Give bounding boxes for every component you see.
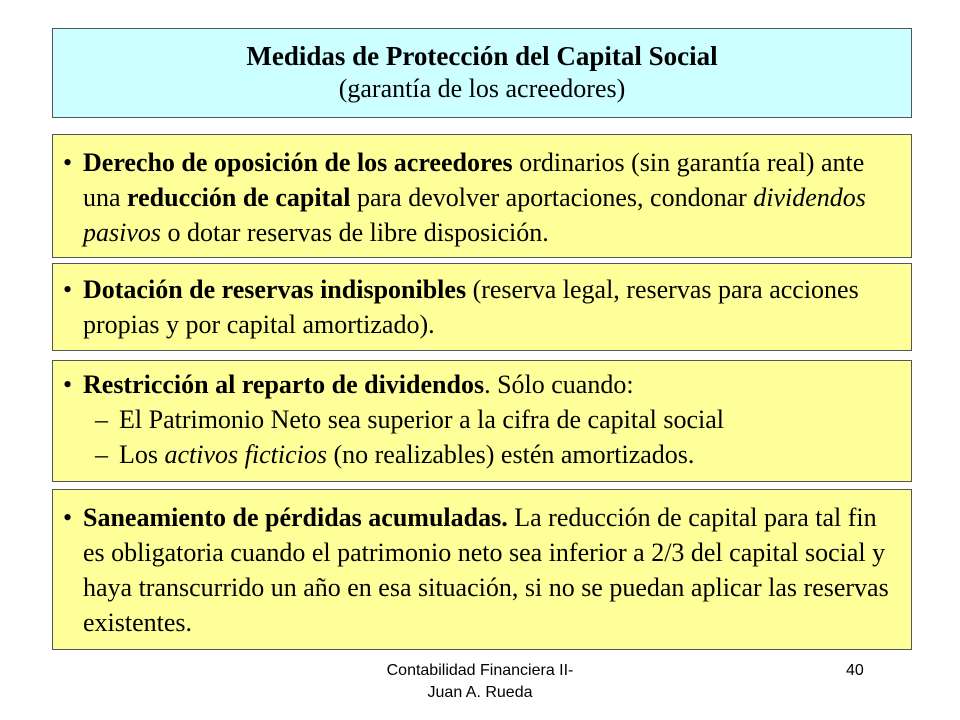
text: El Patrimonio Neto sea superior a la cifra de capital social <box>119 405 724 434</box>
box-restriccion-dividendos <box>52 360 912 482</box>
paragraph <box>57 500 901 640</box>
italic-text: activos ficticios <box>164 440 327 469</box>
paragraph <box>57 145 901 250</box>
text: o dotar reservas de libre disposición. <box>161 218 549 247</box>
dash-icon: – <box>95 440 108 469</box>
bullet-icon: • <box>63 275 73 304</box>
text: ordinarios (sin garantía real) ante una <box>83 148 865 212</box>
bold-text: Saneamiento de pérdidas acumuladas. <box>83 503 508 532</box>
dash-icon: – <box>95 405 108 434</box>
text: Los <box>119 440 165 469</box>
text: La reducción de capital para tal fin es obligatoria cuando el patrimonio neto sea inferior a 2/3 del capital social y haya transcurrido un año en esa situación, si no se puedan aplicar las reservas existentes. <box>83 503 889 637</box>
footer-line: Contabilidad Financiera II- <box>386 662 574 679</box>
box-oposicion-acreedores <box>52 134 912 258</box>
text: (no realizables) estén amortizados. <box>326 440 695 469</box>
bold-text: Restricción al reparto de dividendos <box>83 370 485 399</box>
footer-line: Juan A. Rueda <box>427 684 533 701</box>
box-saneamiento-perdidas <box>52 489 912 650</box>
bullet-icon: • <box>63 148 73 177</box>
text: para devolver aportaciones, condonar <box>350 183 754 212</box>
paragraph <box>57 272 901 342</box>
text: . Sólo cuando: <box>484 370 634 399</box>
sub-item <box>57 402 901 437</box>
footer-credit <box>340 660 620 704</box>
sub-item <box>57 437 901 472</box>
slide-subtitle: (garantía de los acreedores) <box>338 74 626 103</box>
text: (reserva legal, reservas para acciones propias y por capital amortizado). <box>83 275 859 339</box>
bold-text: reducción de capital <box>127 183 351 212</box>
paragraph <box>57 367 901 402</box>
bullet-icon: • <box>63 370 73 399</box>
page-number: 40 <box>846 662 864 679</box>
title-box <box>52 28 912 118</box>
bold-text: Dotación de reservas indisponibles <box>83 275 467 304</box>
bullet-icon: • <box>63 503 73 532</box>
slide-title: Medidas de Protección del Capital Social <box>246 41 718 71</box>
italic-text: dividendos pasivos <box>83 183 866 247</box>
box-reservas-indisponibles <box>52 263 912 351</box>
bold-text: Derecho de oposición de los acreedores <box>83 148 513 177</box>
